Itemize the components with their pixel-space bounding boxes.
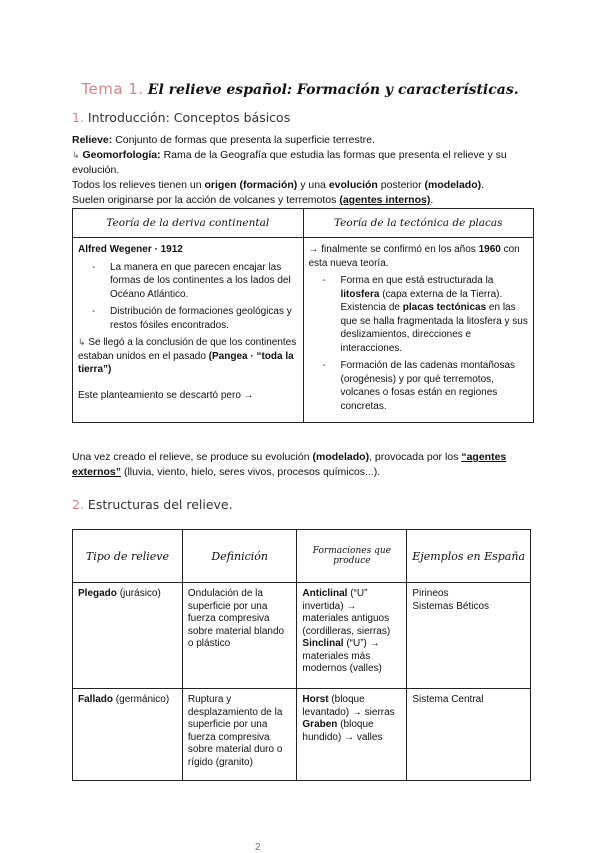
internal-agents-line: Suelen originarse por la acción de volcanes y terremotos (agentes internos).	[72, 194, 434, 206]
tectonica-bullet: - Forma en que está estructurada la litosfera (capa externa de la Tierra). Existencia de placas tectónicas en las que se halla fragmentada la litosfera y sus deslizamientos, direcciones e interacciones.	[341, 274, 529, 355]
intro-paragraph	[72, 133, 532, 208]
theories-table	[72, 208, 534, 423]
page-title	[0, 80, 600, 98]
relieve-definition: Relieve: Conjunto de formas que presenta la superficie terrestre.	[72, 134, 375, 146]
tipo-cell: Fallado (germánico)	[73, 689, 183, 781]
header-deriva: Teoría de la deriva continental	[73, 209, 304, 238]
ejemplos-cell: Pirineos Sistemas Béticos	[407, 583, 531, 689]
hook-arrow-icon: ↳	[78, 337, 86, 347]
tectonica-cell	[303, 238, 534, 423]
evolution-paragraph: Una vez creado el relieve, se produce su evolución (modelado), provocada por los “agentes externos” (lluvia, viento, hielo, seres vivos, procesos químicos...).	[72, 451, 507, 478]
definicion-cell: Ondulación de la superficie por una fuerza compresiva sobre material blando o plástico	[182, 583, 297, 689]
header-tipo: Tipo de relieve	[73, 530, 183, 583]
header-ejemplos: Ejemplos en España	[407, 530, 531, 583]
tectonica-bullet: - Formación de las cadenas montañosas (orogénesis) y por qué terremotos, volcanes o fosas están en regiones concretas.	[341, 359, 529, 413]
structures-table	[72, 529, 531, 781]
tipo-cell: Plegado (jurásico)	[73, 583, 183, 689]
formaciones-cell: Horst (bloque levantado) → sierras Graben (bloque hundido) → valles	[297, 689, 407, 781]
table-row	[73, 583, 531, 689]
formaciones-cell: Anticlinal (“U” invertida) → materiales antiguos (cordilleras, sierras) Sinclinal (“U”) → materiales más modernos (valles)	[297, 583, 407, 689]
origin-evolution-line: Todos los relieves tienen un origen (formación) y una evolución posterior (modelado).	[72, 179, 485, 191]
table-row	[73, 689, 531, 781]
ejemplos-cell: Sistema Central	[407, 689, 531, 781]
header-tectonica: Teoría de la tectónica de placas	[303, 209, 534, 238]
title-main: El relieve español: Formación y características.	[147, 82, 519, 98]
deriva-cell	[73, 238, 304, 423]
header-definicion: Definición	[182, 530, 297, 583]
definicion-cell: Ruptura y desplazamiento de la superficie por una fuerza compresiva sobre material duro o rígido (granito)	[182, 689, 297, 781]
deriva-discarded: Este planteamiento se descartó pero →	[78, 389, 254, 401]
wegener-author: Alfred Wegener · 1912	[78, 244, 183, 255]
header-formaciones: Formaciones que produce	[297, 530, 407, 583]
title-tema: Tema 1.	[81, 80, 144, 98]
deriva-bullet: - Distribución de formaciones geológicas y restos fósiles encontrados.	[110, 305, 298, 332]
deriva-bullet: - La manera en que parecen encajar las formas de los continentes a los lados del Océano Atlántico.	[110, 261, 298, 302]
section2-heading: 2. Estructuras del relieve.	[72, 497, 233, 512]
tectonica-intro: → finalmente se confirmó en los años 1960 con esta nueva teoría.	[308, 244, 520, 269]
hook-arrow-icon: ↳	[72, 150, 80, 160]
deriva-conclusion: ↳ Se llegó a la conclusión de que los continentes estaban unidos en el pasado (Pangea · “toda la tierra”)	[78, 337, 297, 375]
geomorfologia-definition: ↳ Geomorfología: Rama de la Geografía que estudia las formas que presenta el relieve y su evolución.	[72, 149, 507, 176]
section1-heading: 1. Introducción: Conceptos básicos	[72, 110, 291, 125]
page-number: 2	[255, 842, 261, 853]
